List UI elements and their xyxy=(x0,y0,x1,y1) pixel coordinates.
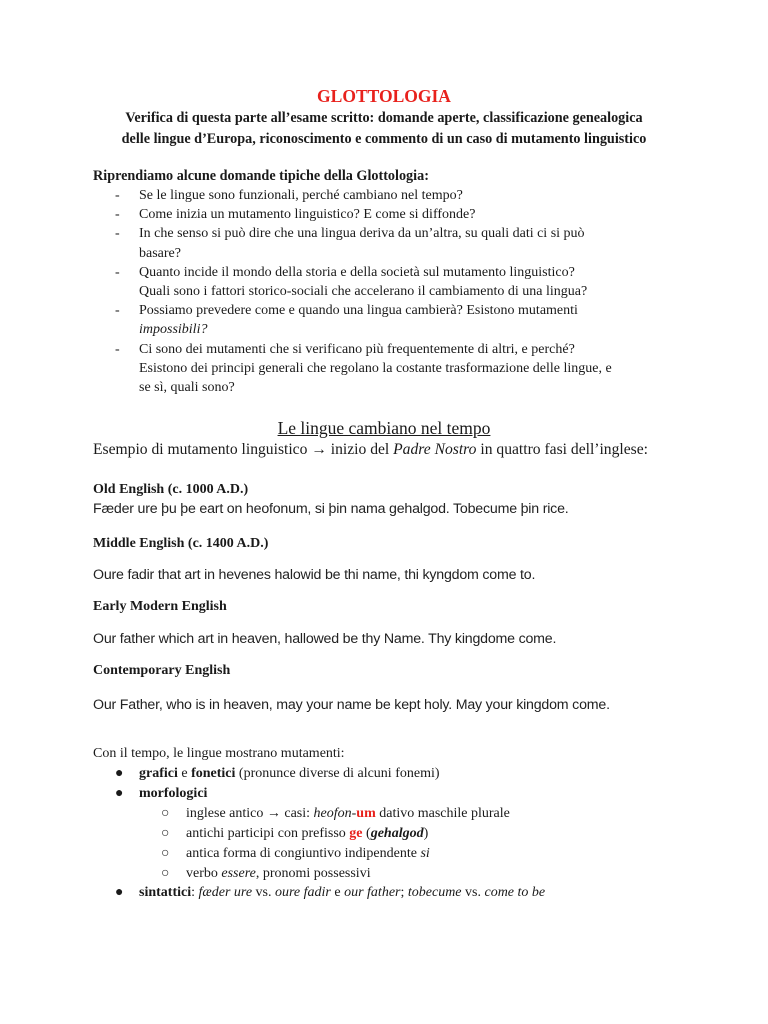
change-item-grafici xyxy=(93,766,713,786)
morph-text: inglese antico → casi: xyxy=(186,806,314,821)
page-subtitle xyxy=(60,108,708,150)
subtitle-line-1: Verifica di questa parte all’esame scritto: domande aperte, classificazione genealogica xyxy=(125,110,643,126)
stage-label: Early Modern English xyxy=(93,599,227,614)
morph-italic: heofon- xyxy=(313,806,357,821)
morph-text: verbo xyxy=(186,866,222,881)
morph-red: ge xyxy=(349,826,363,841)
question-item xyxy=(93,340,693,398)
morph-red: um xyxy=(356,806,376,821)
stage-label: Old English (c. 1000 A.D.) xyxy=(93,482,249,497)
dash-marker: - xyxy=(115,207,120,223)
morph-text: antica forma di congiuntivo indipendente xyxy=(186,846,421,861)
questions-heading: Riprendiamo alcune domande tipiche della Glottologia: xyxy=(93,168,429,184)
colon: : xyxy=(191,885,199,900)
circle-marker: ○ xyxy=(161,846,170,861)
changes-list-sintattici xyxy=(93,885,713,905)
syntax-example: our father xyxy=(344,885,401,900)
question-text: Se le lingue sono funzionali, perché cambiano nel tempo? xyxy=(139,188,463,203)
subtitle-line-2: delle lingue d’Europa, riconoscimento e commento di un caso di mutamento linguistico xyxy=(121,131,647,147)
question-text-cont: Esistono dei principi generali che regolano la costante trasformazione delle lingue, e xyxy=(139,360,612,376)
syntax-example: tobecume xyxy=(407,885,462,900)
question-text-cont: impossibili? xyxy=(139,322,208,338)
fonetici-note: (pronunce diverse di alcuni fonemi) xyxy=(235,766,440,781)
changes-list xyxy=(93,766,713,806)
question-item xyxy=(93,186,693,205)
question-text: Quanto incide il mondo della storia e della società sul mutamento linguistico? xyxy=(139,264,575,280)
morph-item xyxy=(93,806,510,826)
paren-close: ) xyxy=(423,826,429,841)
question-item xyxy=(93,224,693,262)
question-text: Come inizia un mutamento linguistico? E come si diffonde? xyxy=(139,207,476,223)
question-text-cont: se sì, quali sono? xyxy=(139,380,235,396)
example-intro xyxy=(93,441,648,459)
syntax-example: fæder ure xyxy=(198,885,253,900)
term-fonetici: fonetici xyxy=(191,766,236,781)
circle-marker: ○ xyxy=(161,806,170,821)
question-text-cont: basare? xyxy=(139,245,181,261)
morph-italic: essere xyxy=(221,866,256,881)
dash-marker: - xyxy=(115,226,120,242)
change-item-sintattici xyxy=(93,885,713,905)
circle-marker: ○ xyxy=(161,866,170,881)
dash-marker: - xyxy=(115,264,120,280)
stage-label: Contemporary English xyxy=(93,663,231,678)
vs-text: vs. xyxy=(461,885,485,900)
changes-intro: Con il tempo, le lingue mostrano mutamenti: xyxy=(93,746,345,761)
dash-marker: - xyxy=(115,303,120,319)
conj: e xyxy=(330,885,345,900)
questions-list xyxy=(93,186,693,397)
semicolon: ; xyxy=(400,885,408,900)
morph-item xyxy=(93,866,510,886)
bullet-marker: ● xyxy=(115,766,124,781)
conj: e xyxy=(177,766,192,781)
question-item xyxy=(93,301,693,339)
term-grafici: grafici xyxy=(139,766,178,781)
stage-text: Fæder ure þu þe eart on heofonum, si þin nama gehalgod. Tobecume þin rice. xyxy=(93,501,569,517)
bullet-marker: ● xyxy=(115,786,124,801)
morph-text: antichi participi con prefisso xyxy=(186,826,350,841)
change-item-morfologici xyxy=(93,786,713,806)
section-title: Le lingue cambiano nel tempo xyxy=(277,418,491,438)
term-morfologici: morfologici xyxy=(139,786,208,801)
bullet-marker: ● xyxy=(115,885,124,900)
term-sintattici: sintattici xyxy=(139,885,192,900)
question-item xyxy=(93,205,693,224)
vs-text: vs. xyxy=(252,885,275,900)
example-text: Esempio di mutamento linguistico → inizio del xyxy=(93,441,394,458)
morph-italic: si xyxy=(420,846,430,861)
stage-text: Our Father, who is in heaven, may your name be kept holy. May your kingdom come. xyxy=(93,697,610,713)
example-text-end: in quattro fasi dell’inglese: xyxy=(476,441,648,458)
syntax-example: come to be xyxy=(484,885,546,900)
morph-bold-italic: gehalgod xyxy=(370,826,424,841)
paren-open: ( xyxy=(362,826,371,841)
syntax-example: oure fadir xyxy=(275,885,331,900)
stage-text: Our father which art in heaven, hallowed be thy Name. Thy kingdome come. xyxy=(93,631,557,647)
page-title: GLOTTOLOGIA xyxy=(317,86,451,106)
question-text: Ci sono dei mutamenti che si verificano più frequentemente di altri, e perché? xyxy=(139,341,575,357)
morph-item xyxy=(93,826,510,846)
morph-text-end: dativo maschile plurale xyxy=(375,806,510,821)
morph-text-end: , pronomi possessivi xyxy=(255,866,371,881)
morph-item xyxy=(93,846,510,866)
question-text: In che senso si può dire che una lingua deriva da un’altra, su quali dati ci si può xyxy=(139,226,585,242)
circle-marker: ○ xyxy=(161,826,170,841)
question-text: Possiamo prevedere come e quando una lingua cambierà? Esistono mutamenti xyxy=(139,303,578,319)
morph-sublist xyxy=(93,806,510,886)
example-italic: Padre Nostro xyxy=(393,441,477,458)
stage-label: Middle English (c. 1400 A.D.) xyxy=(93,536,269,551)
question-text-cont: Quali sono i fattori storico-sociali che accelerano il cambiamento di una lingua? xyxy=(139,284,588,300)
stage-text: Oure fadir that art in hevenes halowid be thi name, thi kyngdom come to. xyxy=(93,567,536,583)
dash-marker: - xyxy=(115,341,120,357)
dash-marker: - xyxy=(115,188,120,203)
question-item xyxy=(93,263,693,301)
